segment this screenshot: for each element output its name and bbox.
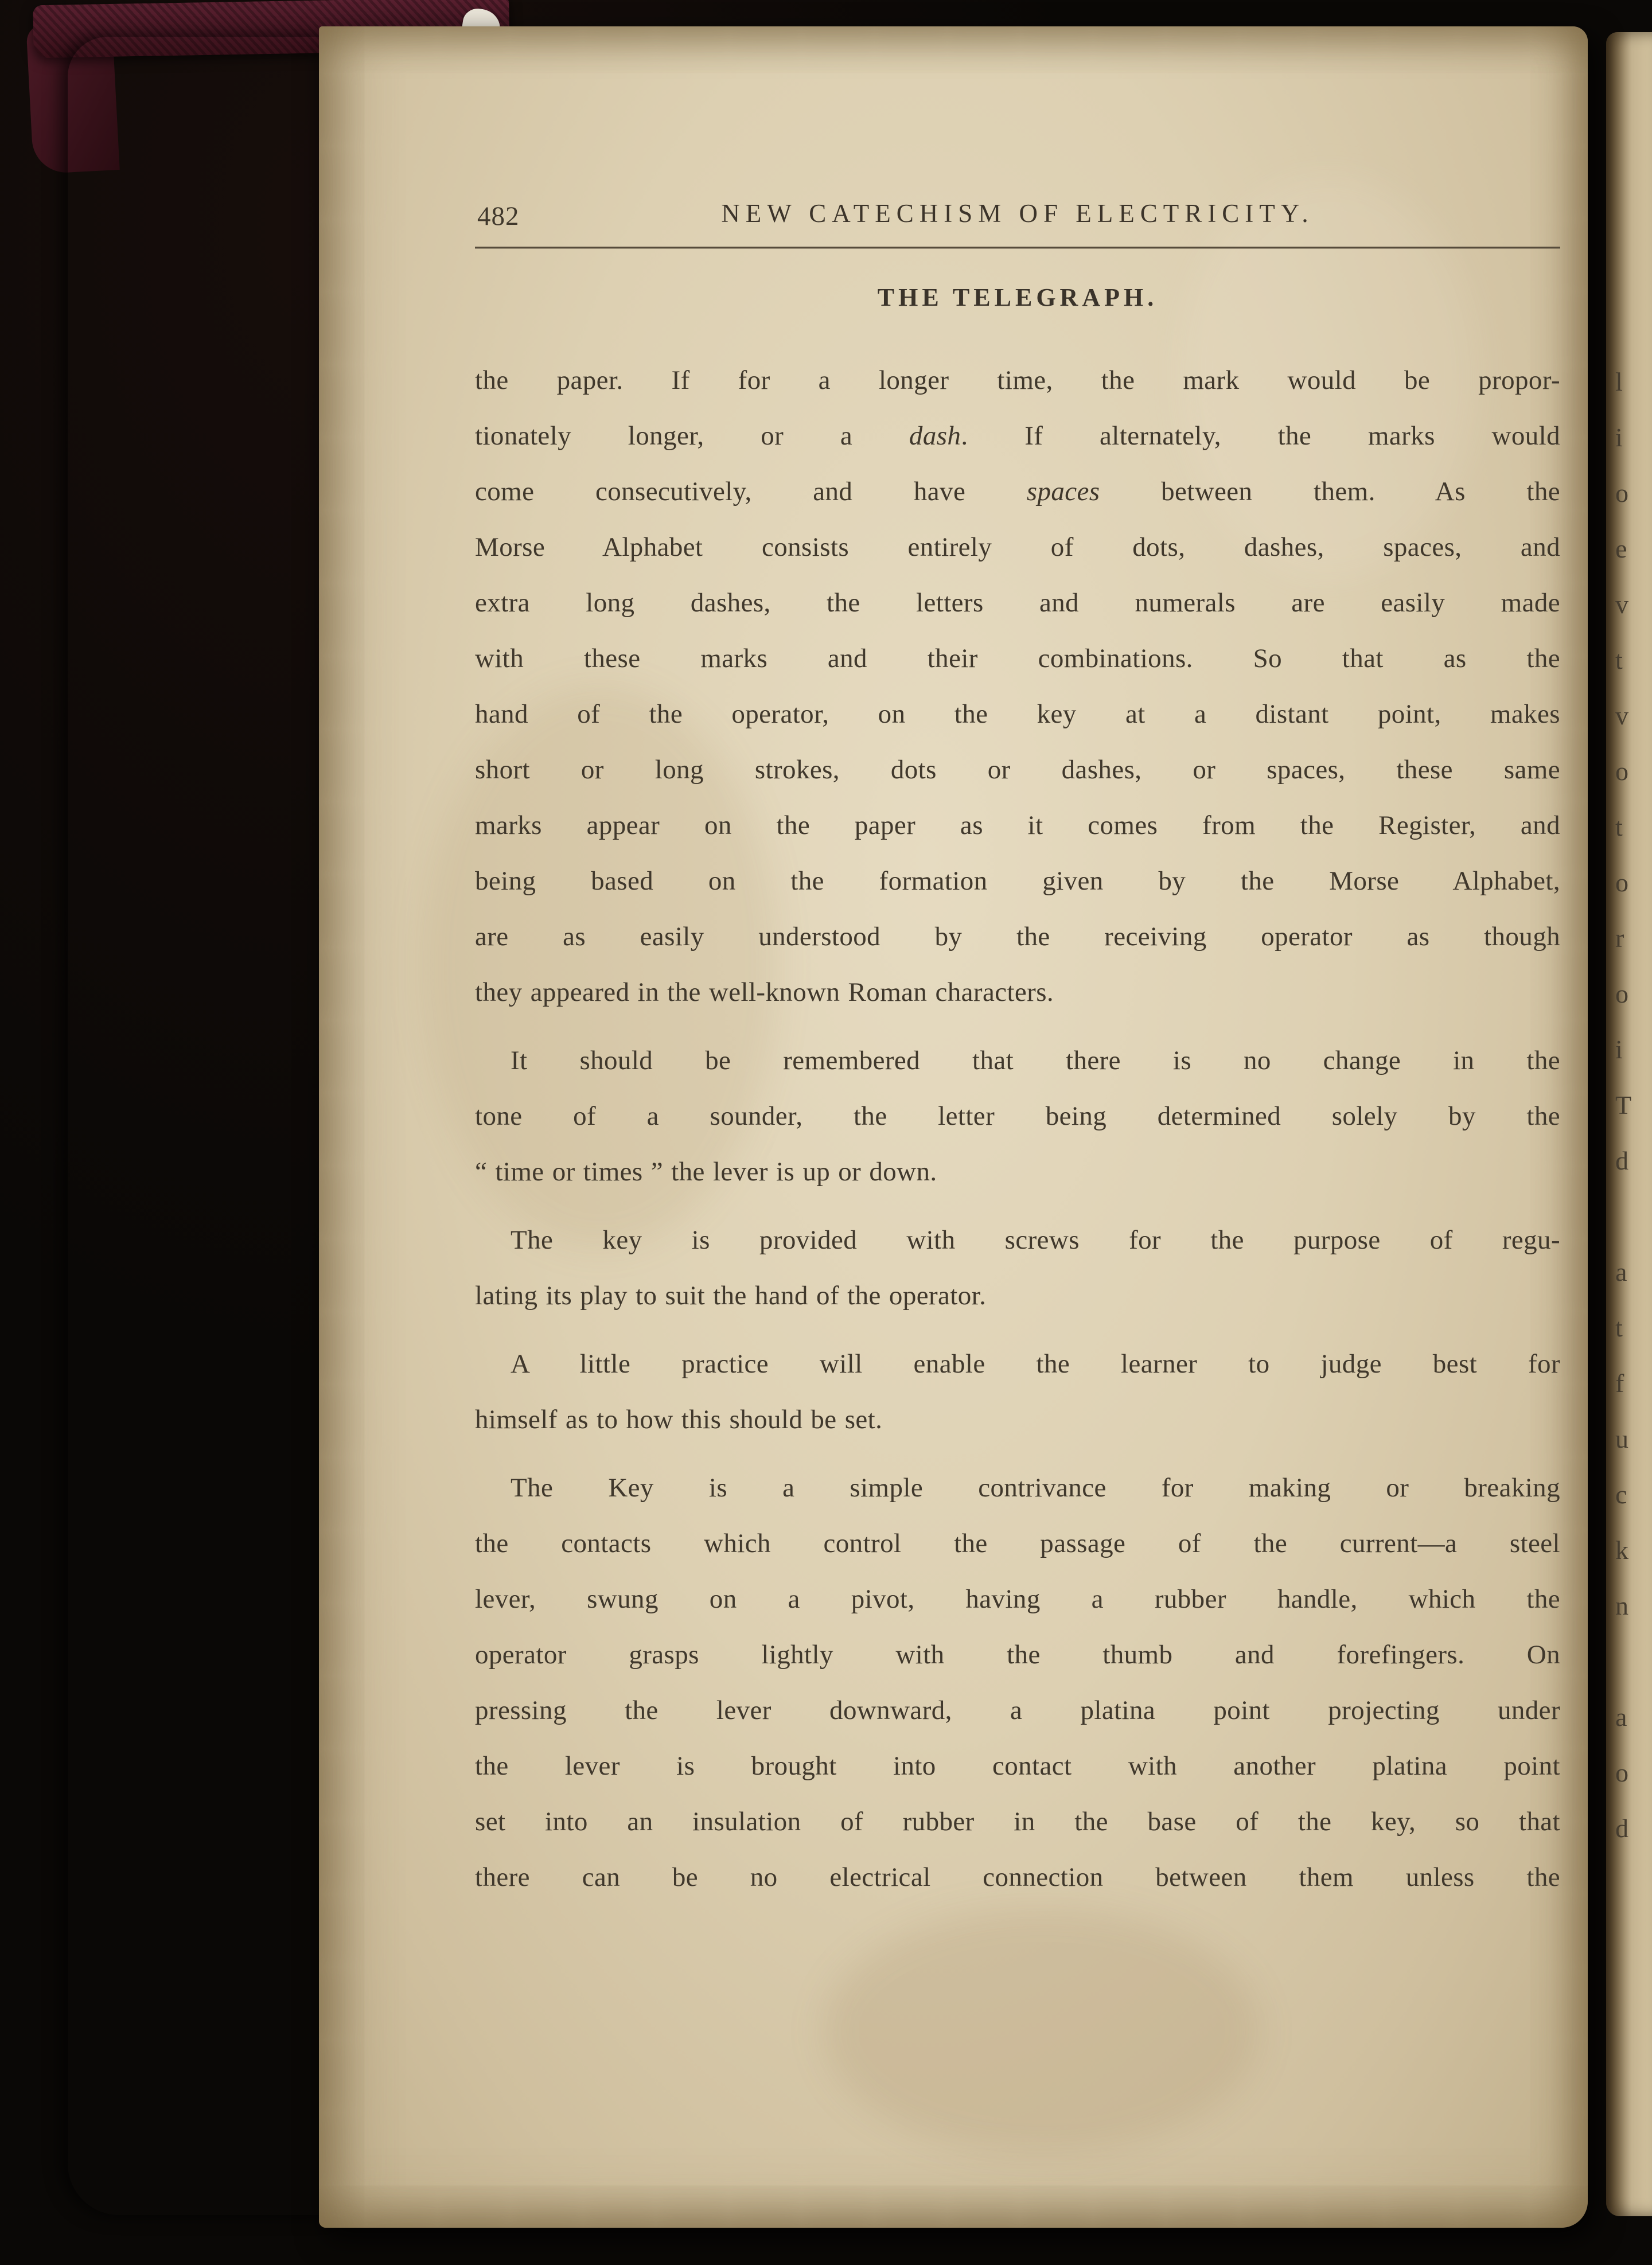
text-line: marks appear on the paper as it comes from the Register, and (475, 810, 1560, 840)
text-line: pressing the lever downward, a platina point projecting under (475, 1695, 1560, 1725)
page-number: 482 (477, 201, 520, 231)
fragment-char: v (1615, 590, 1628, 619)
text-line: lating its play to suit the hand of the operator. (475, 1281, 987, 1311)
fragment-char: t (1615, 645, 1623, 675)
text-line: It should be remembered that there is no change in the (511, 1046, 1560, 1075)
right-page-text (1615, 354, 1650, 1856)
text-line: tionately longer, or a dash. If alternately, the marks would (475, 421, 1561, 451)
fragment-char: l (1615, 367, 1623, 396)
text-line: Morse Alphabet consists entirely of dots, dashes, spaces, and (475, 532, 1560, 562)
right-page-sliver (1606, 32, 1652, 2216)
fragment-char: r (1615, 923, 1624, 953)
text-line: A little practice will enable the learner to judge best for (511, 1349, 1560, 1379)
text-line: set into an insulation of rubber in the base of the key, so that (475, 1807, 1560, 1837)
text-line: hand of the operator, on the key at a distant point, makes (475, 699, 1560, 729)
fragment-char (1615, 1634, 1650, 1689)
text-line: tone of a sounder, the letter being determined solely by the (475, 1101, 1560, 1131)
fragment-char: o (1615, 1758, 1628, 1787)
text-line: with these marks and their combinations. So that as the (475, 644, 1560, 673)
text-line: there can be no electrical connection between them unless the (475, 1862, 1560, 1892)
text-line: being based on the formation given by the Morse Alphabet, (475, 866, 1560, 896)
fragment-char: o (1615, 979, 1628, 1008)
text-line: lever, swung on a pivot, having a rubber handle, which the (475, 1584, 1560, 1614)
fragment-char: f (1615, 1369, 1624, 1398)
fragment-char: t (1615, 1313, 1623, 1342)
text-line: “ time or times ” the lever is up or down. (475, 1157, 937, 1187)
fragment-char: T (1615, 1090, 1632, 1120)
text-line: the paper. If for a longer time, the mark would be propor- (475, 365, 1560, 395)
section-heading: THE TELEGRAPH. (877, 283, 1158, 311)
fragment-char: t (1615, 812, 1623, 841)
text-column (475, 198, 1560, 1905)
fragment-char: i (1615, 423, 1623, 452)
paragraph (475, 1336, 1560, 1448)
paper-stain (824, 1908, 1260, 2154)
paragraph (475, 353, 1560, 1020)
fragment-char: d (1615, 1814, 1628, 1843)
text-line: operator grasps lightly with the thumb and forefingers. On (475, 1640, 1560, 1670)
text-line: The key is provided with screws for the purpose of regu- (511, 1225, 1560, 1255)
paragraph (475, 1460, 1560, 1905)
fragment-char: a (1615, 1702, 1627, 1732)
fragment-char: n (1615, 1591, 1628, 1620)
header-rule (475, 247, 1560, 248)
text-line: come consecutively, and have spaces between them. As the (475, 477, 1560, 506)
main-page (319, 26, 1588, 2228)
fragment-char: e (1615, 534, 1627, 563)
fragment-char: i (1615, 1035, 1623, 1064)
text-line: The Key is a simple contrivance for making or breaking (511, 1473, 1560, 1503)
fragment-char: k (1615, 1535, 1628, 1565)
paragraph (475, 1213, 1560, 1324)
fragment-char: a (1615, 1257, 1627, 1287)
fragment-char: o (1615, 757, 1628, 786)
fragment-char: u (1615, 1424, 1628, 1453)
fragment-char: o (1615, 868, 1628, 897)
text-line: are as easily understood by the receiving operator as though (475, 922, 1560, 952)
paragraph (475, 1033, 1560, 1200)
fragment-char: o (1615, 478, 1628, 508)
text-line: extra long dashes, the letters and numerals are easily made (475, 588, 1560, 618)
fragment-char: c (1615, 1480, 1627, 1509)
fragment-char: d (1615, 1146, 1628, 1175)
text-line: they appeared in the well-known Roman characters. (475, 977, 1054, 1007)
fragment-char: v (1615, 701, 1628, 730)
page-edge-stack (68, 37, 332, 2215)
body-text (475, 353, 1560, 1905)
text-line: short or long strokes, dots or dashes, or spaces, these same (475, 755, 1560, 785)
fragment-char (1615, 1188, 1650, 1244)
running-title: NEW CATECHISM OF ELECTRICITY. (721, 199, 1314, 228)
text-line: the lever is brought into contact with another platina point (475, 1751, 1560, 1781)
page-header (475, 198, 1560, 232)
text-line: himself as to how this should be set. (475, 1405, 883, 1434)
text-line: the contacts which control the passage of the current—a steel (475, 1529, 1560, 1558)
